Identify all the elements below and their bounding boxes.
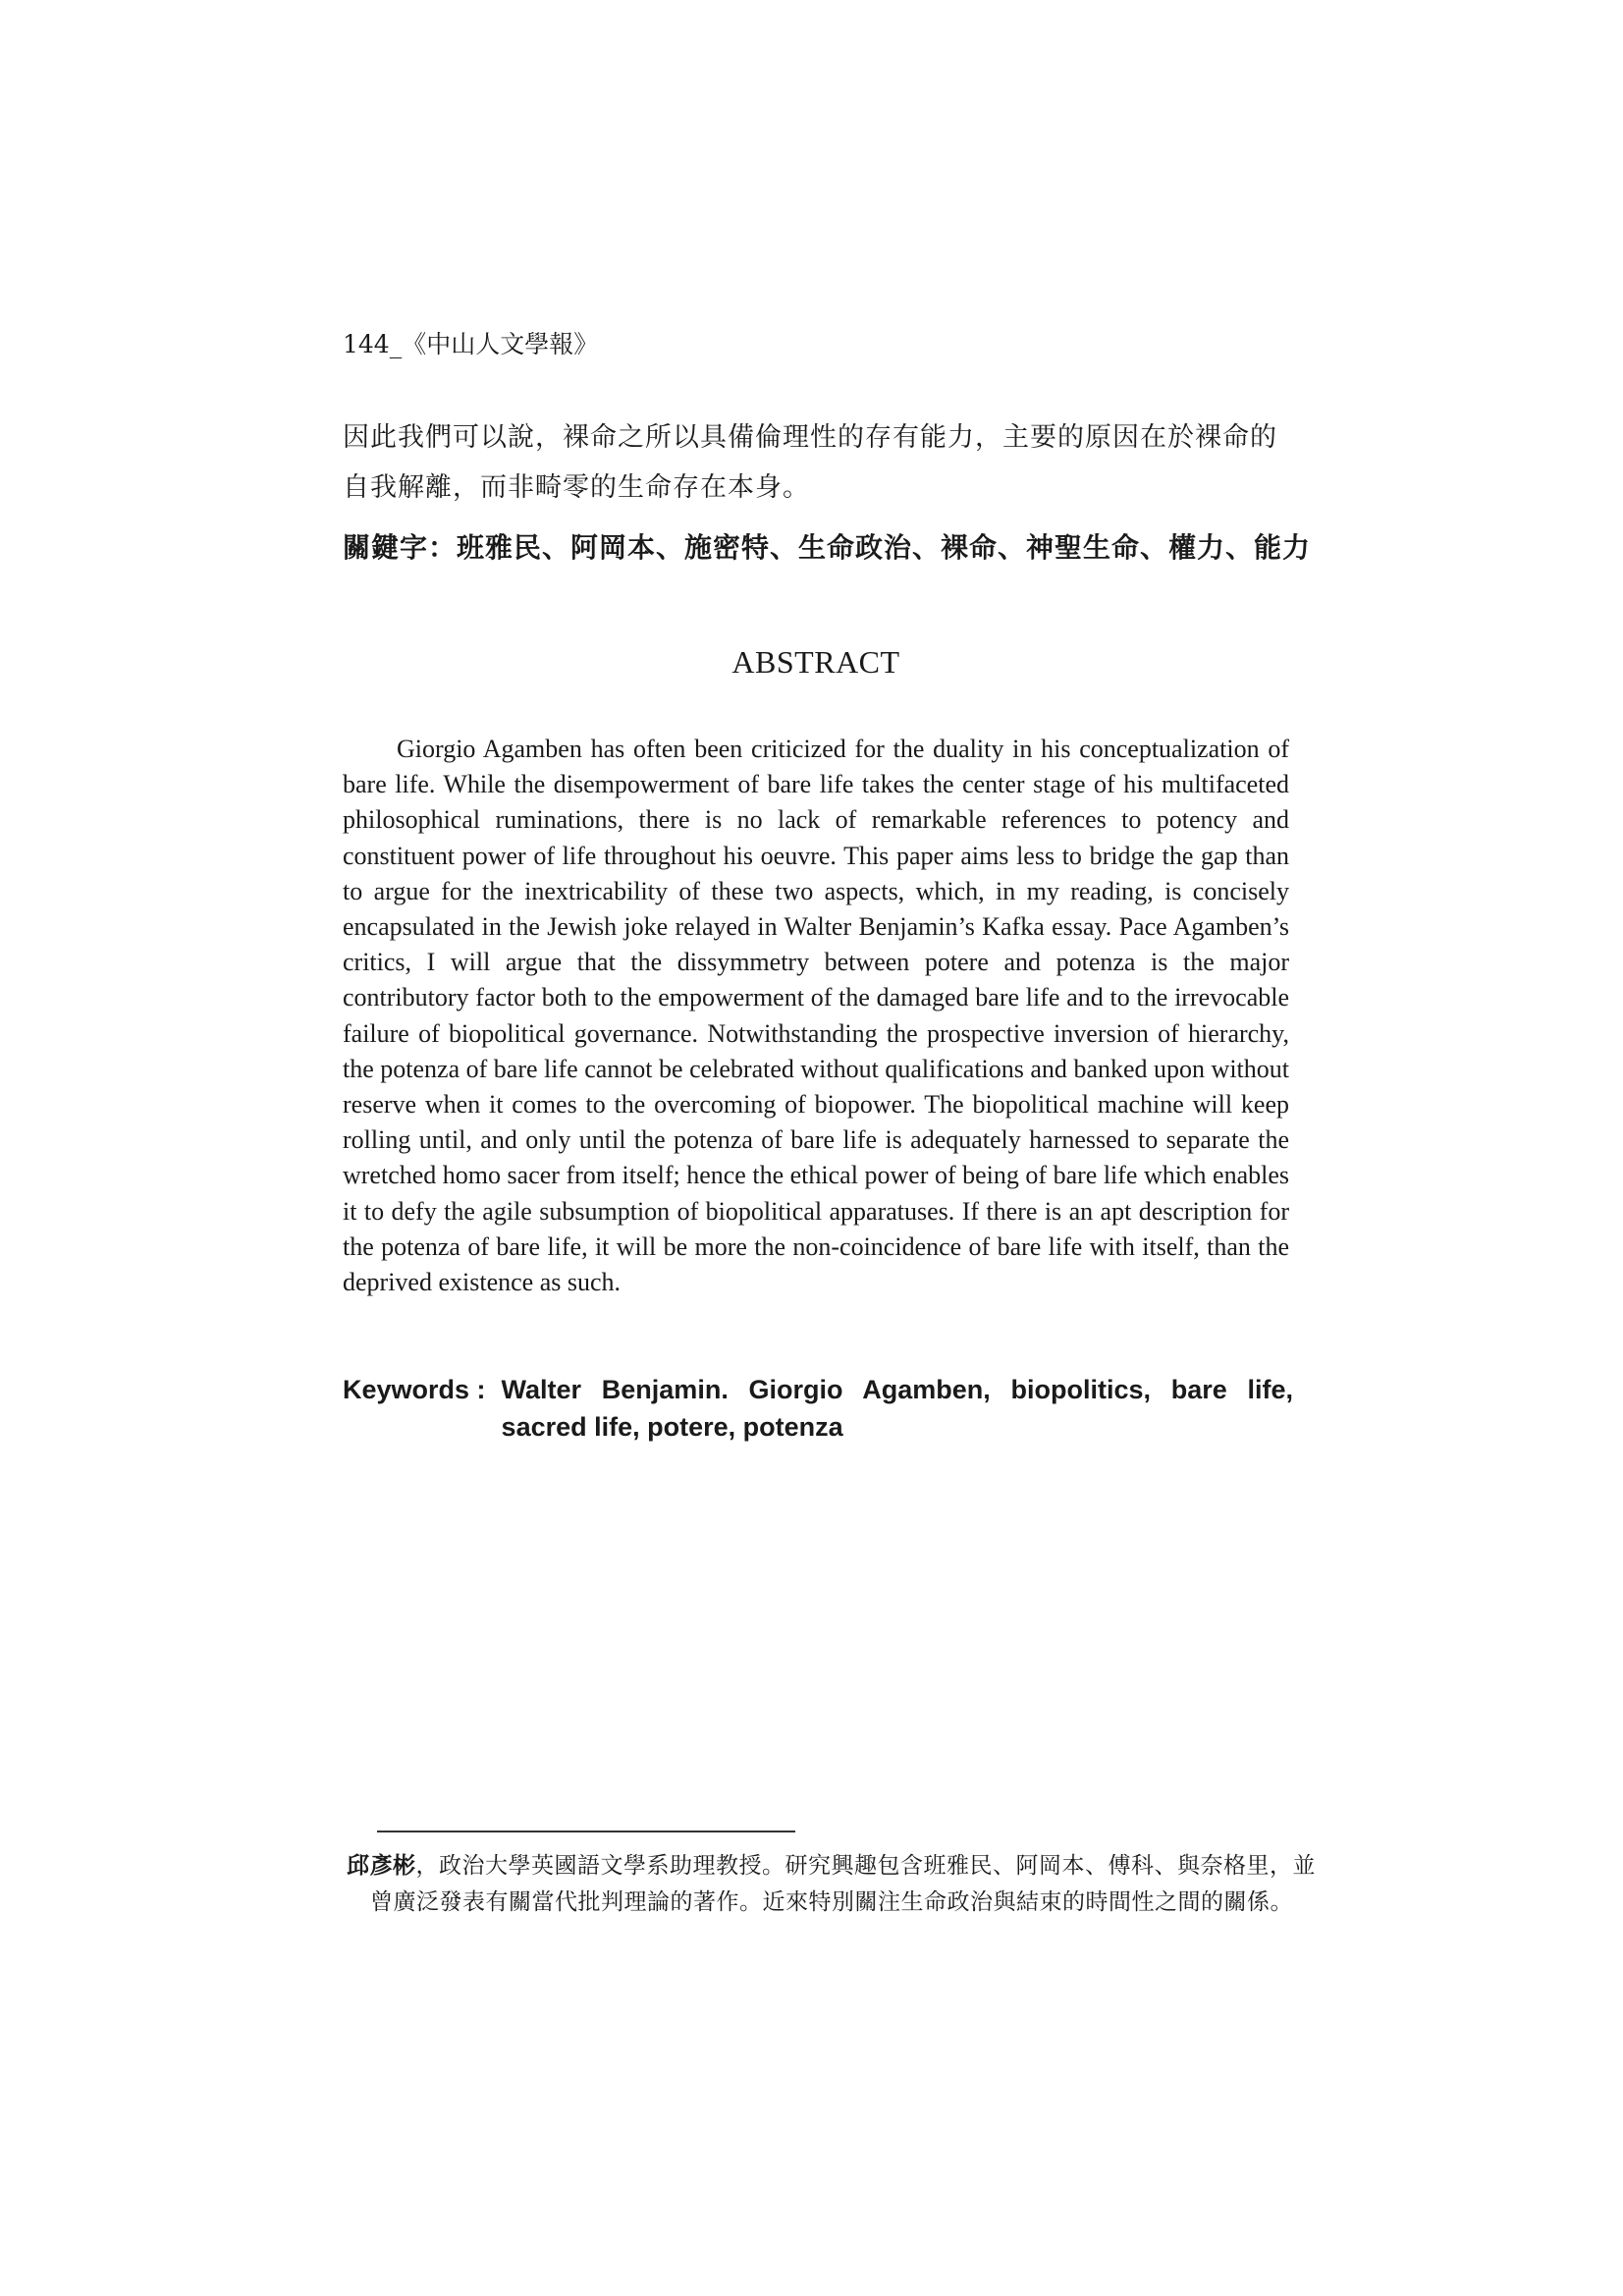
footnote-author-name: 邱彥彬 xyxy=(347,1852,416,1879)
chinese-keywords: 關鍵字：班雅民、阿岡本、施密特、生命政治、裸命、神聖生命、權力、能力 xyxy=(343,531,1312,564)
author-footnote xyxy=(347,1847,1323,1921)
abstract-heading: ABSTRACT xyxy=(731,644,900,680)
english-keywords xyxy=(343,1371,1293,1446)
running-header: 144_《中山人文學報》 xyxy=(343,330,599,358)
keywords-values: Walter Benjamin. Giorgio Agamben, biopolitics, bare life, sacred life, potere, potenza xyxy=(501,1375,1293,1442)
footnote-author-bio: ，政治大學英國語文學系助理教授。研究興趣包含班雅民、阿岡本、傅科、與奈格里，並曾廣泛發表有關當代批判理論的著作。近來特別關注生命政治與結束的時間性之間的關係。 xyxy=(370,1853,1316,1915)
footnote-divider xyxy=(377,1831,795,1832)
chinese-abstract-closing: 因此我們可以說，裸命之所以具備倫理性的存有能力，主要的原因在於裸命的自我解離，而非畸零的生命存在本身。 xyxy=(343,422,1277,503)
abstract-body: Giorgio Agamben has often been criticized for the duality in his conceptualization of bare life. While the disempowerment of bare life takes the center stage of his multifaceted philosophical ruminations, there is no lack of remarkable references to potency and constituent power of life throughout his oeuvre. This paper aims less to bridge the gap than to argue for the inextricability of these two aspects, which, in my reading, is concisely encapsulated in the Jewish joke relayed in Walter Benjamin’s Kafka essay. Pace Agamben’s critics, I will argue that the dissymmetry between potere and potenza is the major contributory factor both to the empowerment of the damaged bare life and to the irrevocable failure of biopolitical governance. Notwithstanding the prospective inversion of hierarchy, the potenza of bare life cannot be celebrated without qualifications and banked upon without reserve when it comes to the overcoming of biopower. The biopolitical machine will keep rolling until, and only until the potenza of bare life is adequately harnessed to separate the wretched homo sacer from itself; hence the ethical power of being of bare life which enables it to defy the agile subsumption of biopolitical apparatuses. If there is an apt description for the potenza of bare life, it will be more the non-coincidence of bare life with itself, than the deprived existence as such. xyxy=(343,735,1289,1297)
keywords-label: Keywords : xyxy=(343,1375,486,1404)
